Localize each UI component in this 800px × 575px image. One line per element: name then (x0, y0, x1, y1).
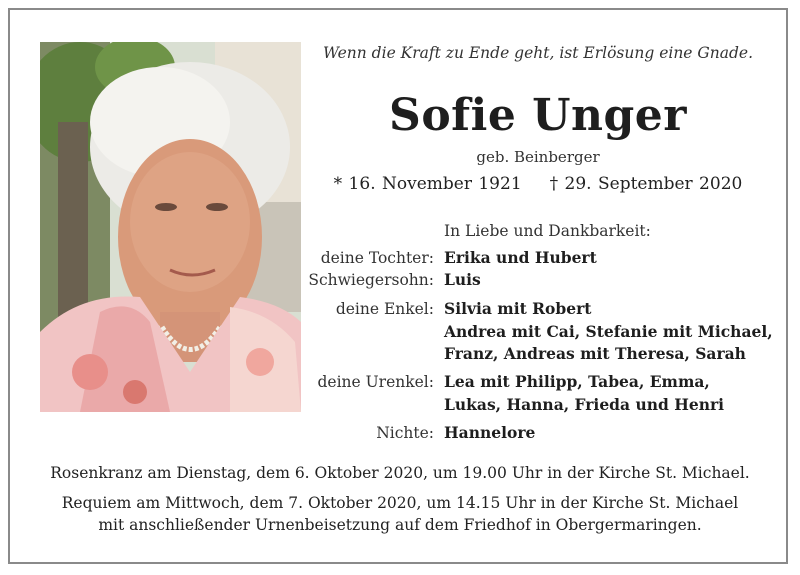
relative-label: Nichte: (376, 424, 434, 442)
relative-label: Schwiegersohn: (308, 271, 434, 289)
relative-name-line: Erika und Hubert (444, 248, 597, 267)
relative-names (444, 269, 481, 292)
death-date: † 29. September 2020 (549, 174, 743, 194)
relative-label: deine Tochter: (320, 249, 434, 267)
relative-names (444, 247, 597, 270)
portrait-photo (40, 42, 301, 412)
requiem-info-line-1: Requiem am Mittwoch, dem 7. Oktober 2020, um 14.15 Uhr in der Kirche St. Michael (61, 494, 739, 512)
portrait-illustration (40, 42, 301, 412)
deceased-name: Sofie Unger (389, 90, 687, 141)
motto: Wenn die Kraft zu Ende geht, ist Erlösung eine Gnade. (322, 44, 754, 62)
relative-name-line: Silvia mit Robert (444, 299, 592, 318)
rosary-info: Rosenkranz am Dienstag, dem 6. Oktober 2020, um 19.00 Uhr in der Kirche St. Michael. (50, 464, 750, 482)
relative-names (444, 298, 773, 366)
relative-name-line: Franz, Andreas mit Theresa, Sarah (444, 344, 746, 363)
relative-label: deine Enkel: (335, 300, 434, 318)
birth-date: * 16. November 1921 (333, 174, 522, 194)
relative-name-line: Hannelore (444, 423, 536, 442)
requiem-info-line-2: mit anschließender Urnenbeisetzung auf dem Friedhof in Obergermaringen. (98, 516, 702, 534)
gratitude-line: In Liebe und Dankbarkeit: (444, 222, 651, 240)
relative-name-line: Andrea mit Cai, Stefanie mit Michael, (444, 321, 773, 341)
birth-name: geb. Beinberger (476, 148, 600, 166)
relative-name-line: Luis (444, 270, 481, 289)
relative-names (444, 371, 724, 416)
relative-names (444, 422, 535, 445)
relative-name-line: Lukas, Hanna, Frieda und Henri (444, 394, 725, 414)
relative-label: deine Urenkel: (317, 373, 434, 391)
relative-name-line: Lea mit Philipp, Tabea, Emma, (444, 372, 710, 391)
life-dates (318, 174, 758, 194)
